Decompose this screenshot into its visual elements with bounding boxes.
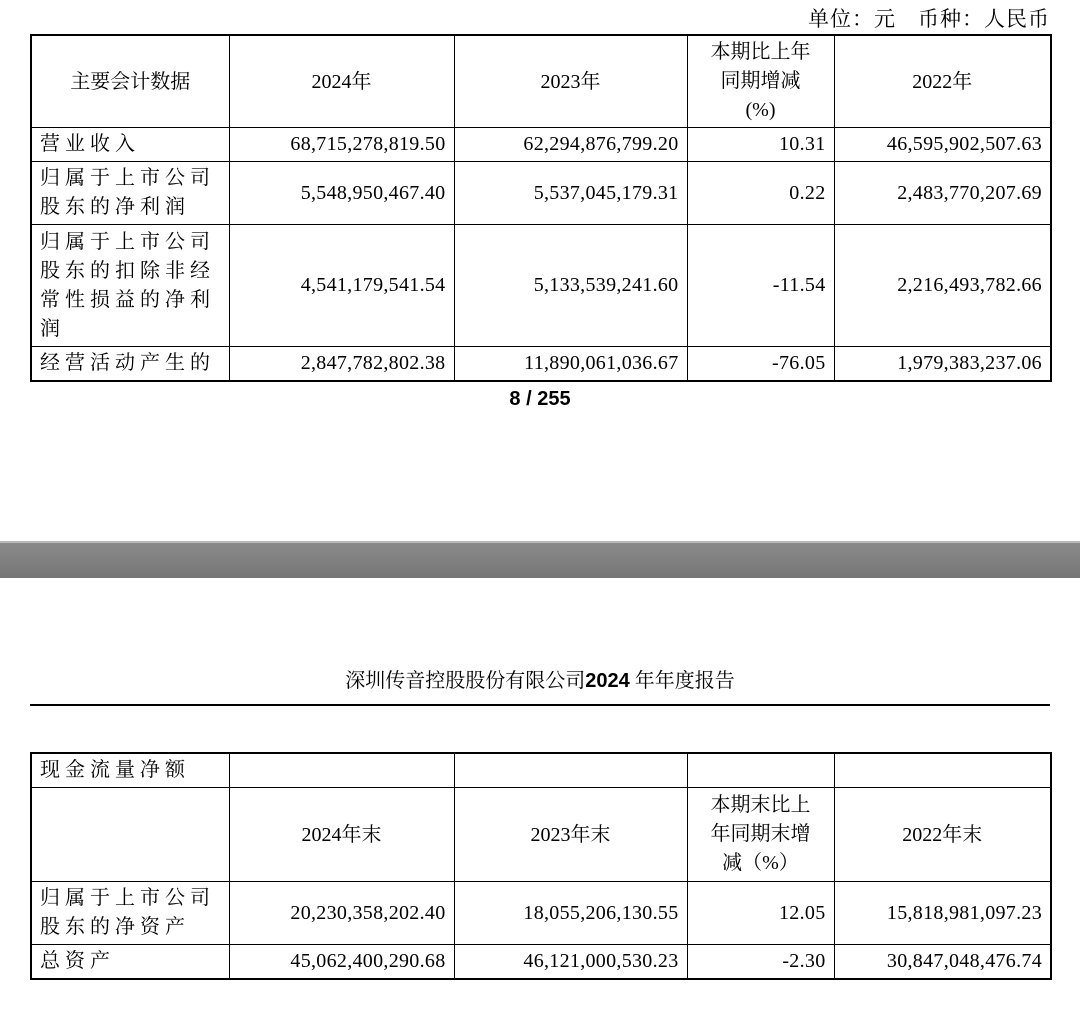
table-row bbox=[31, 128, 1051, 162]
empty-cell bbox=[687, 753, 834, 788]
page-number-indicator: 8 / 255 bbox=[509, 388, 571, 410]
value-change: 0.22 bbox=[687, 162, 834, 225]
key-accounting-data-table bbox=[30, 34, 1052, 382]
header-change-pct: 本期比上年 同期增减 (%) bbox=[687, 35, 834, 128]
table-header-row bbox=[31, 35, 1051, 128]
row-label: 归属于上市公司股东的净利润 bbox=[31, 162, 229, 225]
value-2024: 4,541,179,541.54 bbox=[229, 225, 454, 347]
value-change: -2.30 bbox=[687, 945, 834, 980]
header-2024: 2024年 bbox=[229, 35, 454, 128]
row-label: 总资产 bbox=[31, 945, 229, 980]
header-2022: 2022年 bbox=[834, 35, 1051, 128]
row-label: 现金流量净额 bbox=[31, 753, 229, 788]
unit-currency-note: 单位：元 币种：人民币 bbox=[808, 7, 1050, 31]
value-2022: 1,979,383,237.06 bbox=[834, 347, 1051, 382]
report-title-suffix: 年年度报告 bbox=[629, 670, 735, 692]
report-year: 2024 bbox=[585, 670, 630, 692]
value-2022: 15,818,981,097.23 bbox=[834, 882, 1051, 945]
value-change: 10.31 bbox=[687, 128, 834, 162]
value-2024: 5,548,950,467.40 bbox=[229, 162, 454, 225]
value-change: 12.05 bbox=[687, 882, 834, 945]
row-label: 归属于上市公司股东的净资产 bbox=[31, 882, 229, 945]
value-2022: 2,216,493,782.66 bbox=[834, 225, 1051, 347]
value-2023: 5,537,045,179.31 bbox=[454, 162, 687, 225]
empty-cell bbox=[454, 753, 687, 788]
table-header-row bbox=[31, 788, 1051, 882]
value-2024: 45,062,400,290.68 bbox=[229, 945, 454, 980]
page-separator-bar bbox=[0, 541, 1080, 578]
header-change-pct: 本期末比上 年同期末增 减（%） bbox=[687, 788, 834, 882]
empty-cell bbox=[834, 753, 1051, 788]
value-2023: 11,890,061,036.67 bbox=[454, 347, 687, 382]
row-label: 经营活动产生的 bbox=[31, 347, 229, 382]
value-2024: 20,230,358,202.40 bbox=[229, 882, 454, 945]
header-2023: 2023年 bbox=[454, 35, 687, 128]
report-running-header bbox=[30, 664, 1050, 706]
table-row bbox=[31, 945, 1051, 980]
table-row bbox=[31, 162, 1051, 225]
value-2023: 5,133,539,241.60 bbox=[454, 225, 687, 347]
empty-cell bbox=[229, 753, 454, 788]
value-2023: 18,055,206,130.55 bbox=[454, 882, 687, 945]
value-2022: 46,595,902,507.63 bbox=[834, 128, 1051, 162]
table-row-cash-flow bbox=[31, 753, 1051, 788]
value-2023: 62,294,876,799.20 bbox=[454, 128, 687, 162]
row-label: 营业收入 bbox=[31, 128, 229, 162]
value-2024: 2,847,782,802.38 bbox=[229, 347, 454, 382]
header-empty bbox=[31, 788, 229, 882]
value-change: -76.05 bbox=[687, 347, 834, 382]
row-label: 归属于上市公司股东的扣除非经常性损益的净利润 bbox=[31, 225, 229, 347]
value-2023: 46,121,000,530.23 bbox=[454, 945, 687, 980]
table-row bbox=[31, 882, 1051, 945]
value-2022: 2,483,770,207.69 bbox=[834, 162, 1051, 225]
header-2023-end: 2023年末 bbox=[454, 788, 687, 882]
table-row bbox=[31, 347, 1051, 382]
value-2022: 30,847,048,476.74 bbox=[834, 945, 1051, 980]
header-2024-end: 2024年末 bbox=[229, 788, 454, 882]
value-2024: 68,715,278,819.50 bbox=[229, 128, 454, 162]
value-change: -11.54 bbox=[687, 225, 834, 347]
table-row bbox=[31, 225, 1051, 347]
balance-data-table bbox=[30, 752, 1052, 980]
header-2022-end: 2022年末 bbox=[834, 788, 1051, 882]
report-company-name: 深圳传音控股股份有限公司 bbox=[345, 670, 586, 692]
header-main-data: 主要会计数据 bbox=[31, 35, 229, 128]
